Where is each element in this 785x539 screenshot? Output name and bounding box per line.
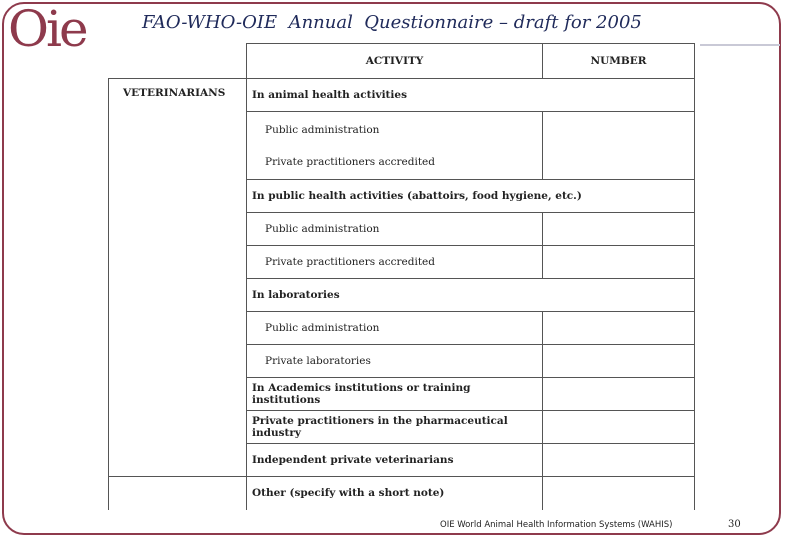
public-health-private-number-input[interactable] (543, 246, 695, 279)
public-health-public-label: Public administration (247, 213, 543, 246)
independent-number-input[interactable] (543, 444, 695, 477)
other-number-input[interactable] (543, 477, 695, 510)
section-academics: In Academics institutions or training institutions (247, 378, 543, 411)
public-health-private-label: Private practitioners accredited (247, 246, 543, 279)
labs-private-label: Private laboratories (247, 345, 543, 378)
header-activity: ACTIVITY (247, 44, 543, 79)
header-number: NUMBER (543, 44, 695, 79)
footer-text: OIE World Animal Health Information Systems (WAHIS) (440, 520, 673, 530)
section-independent: Independent private veterinarians (247, 444, 543, 477)
labs-public-label: Public administration (247, 312, 543, 345)
slide-title: FAO-WHO-OIE Annual Questionnaire – draft for 2005 (142, 12, 642, 33)
section-public-health: In public health activities (abattoirs, food hygiene, etc.) (247, 180, 695, 213)
section-other: Other (specify with a short note) (247, 477, 543, 510)
logo-letter-o: O (8, 0, 46, 58)
section-laboratories: In laboratories (247, 279, 695, 312)
logo-letter-i: i (46, 0, 59, 58)
category-blank-cell (109, 477, 247, 510)
category-veterinarians: VETERINARIANS (109, 79, 247, 477)
animal-health-public-label: Public administration (265, 123, 380, 136)
section-pharma: Private practitioners in the pharmaceutical industry (247, 411, 543, 444)
public-health-public-number-input[interactable] (543, 213, 695, 246)
labs-private-number-input[interactable] (543, 345, 695, 378)
oie-logo (8, 0, 86, 58)
logo-letter-e: e (59, 0, 86, 58)
page-number: 30 (728, 519, 741, 530)
title-rule (700, 44, 780, 46)
section-animal-health: In animal health activities (247, 79, 695, 112)
animal-health-number-input[interactable] (543, 112, 695, 180)
questionnaire-table (108, 43, 695, 510)
labs-public-number-input[interactable] (543, 312, 695, 345)
animal-health-private-label: Private practitioners accredited (265, 155, 435, 168)
academics-number-input[interactable] (543, 378, 695, 411)
pharma-number-input[interactable] (543, 411, 695, 444)
animal-health-subitems (247, 112, 543, 180)
blank-header-cell (109, 44, 247, 79)
